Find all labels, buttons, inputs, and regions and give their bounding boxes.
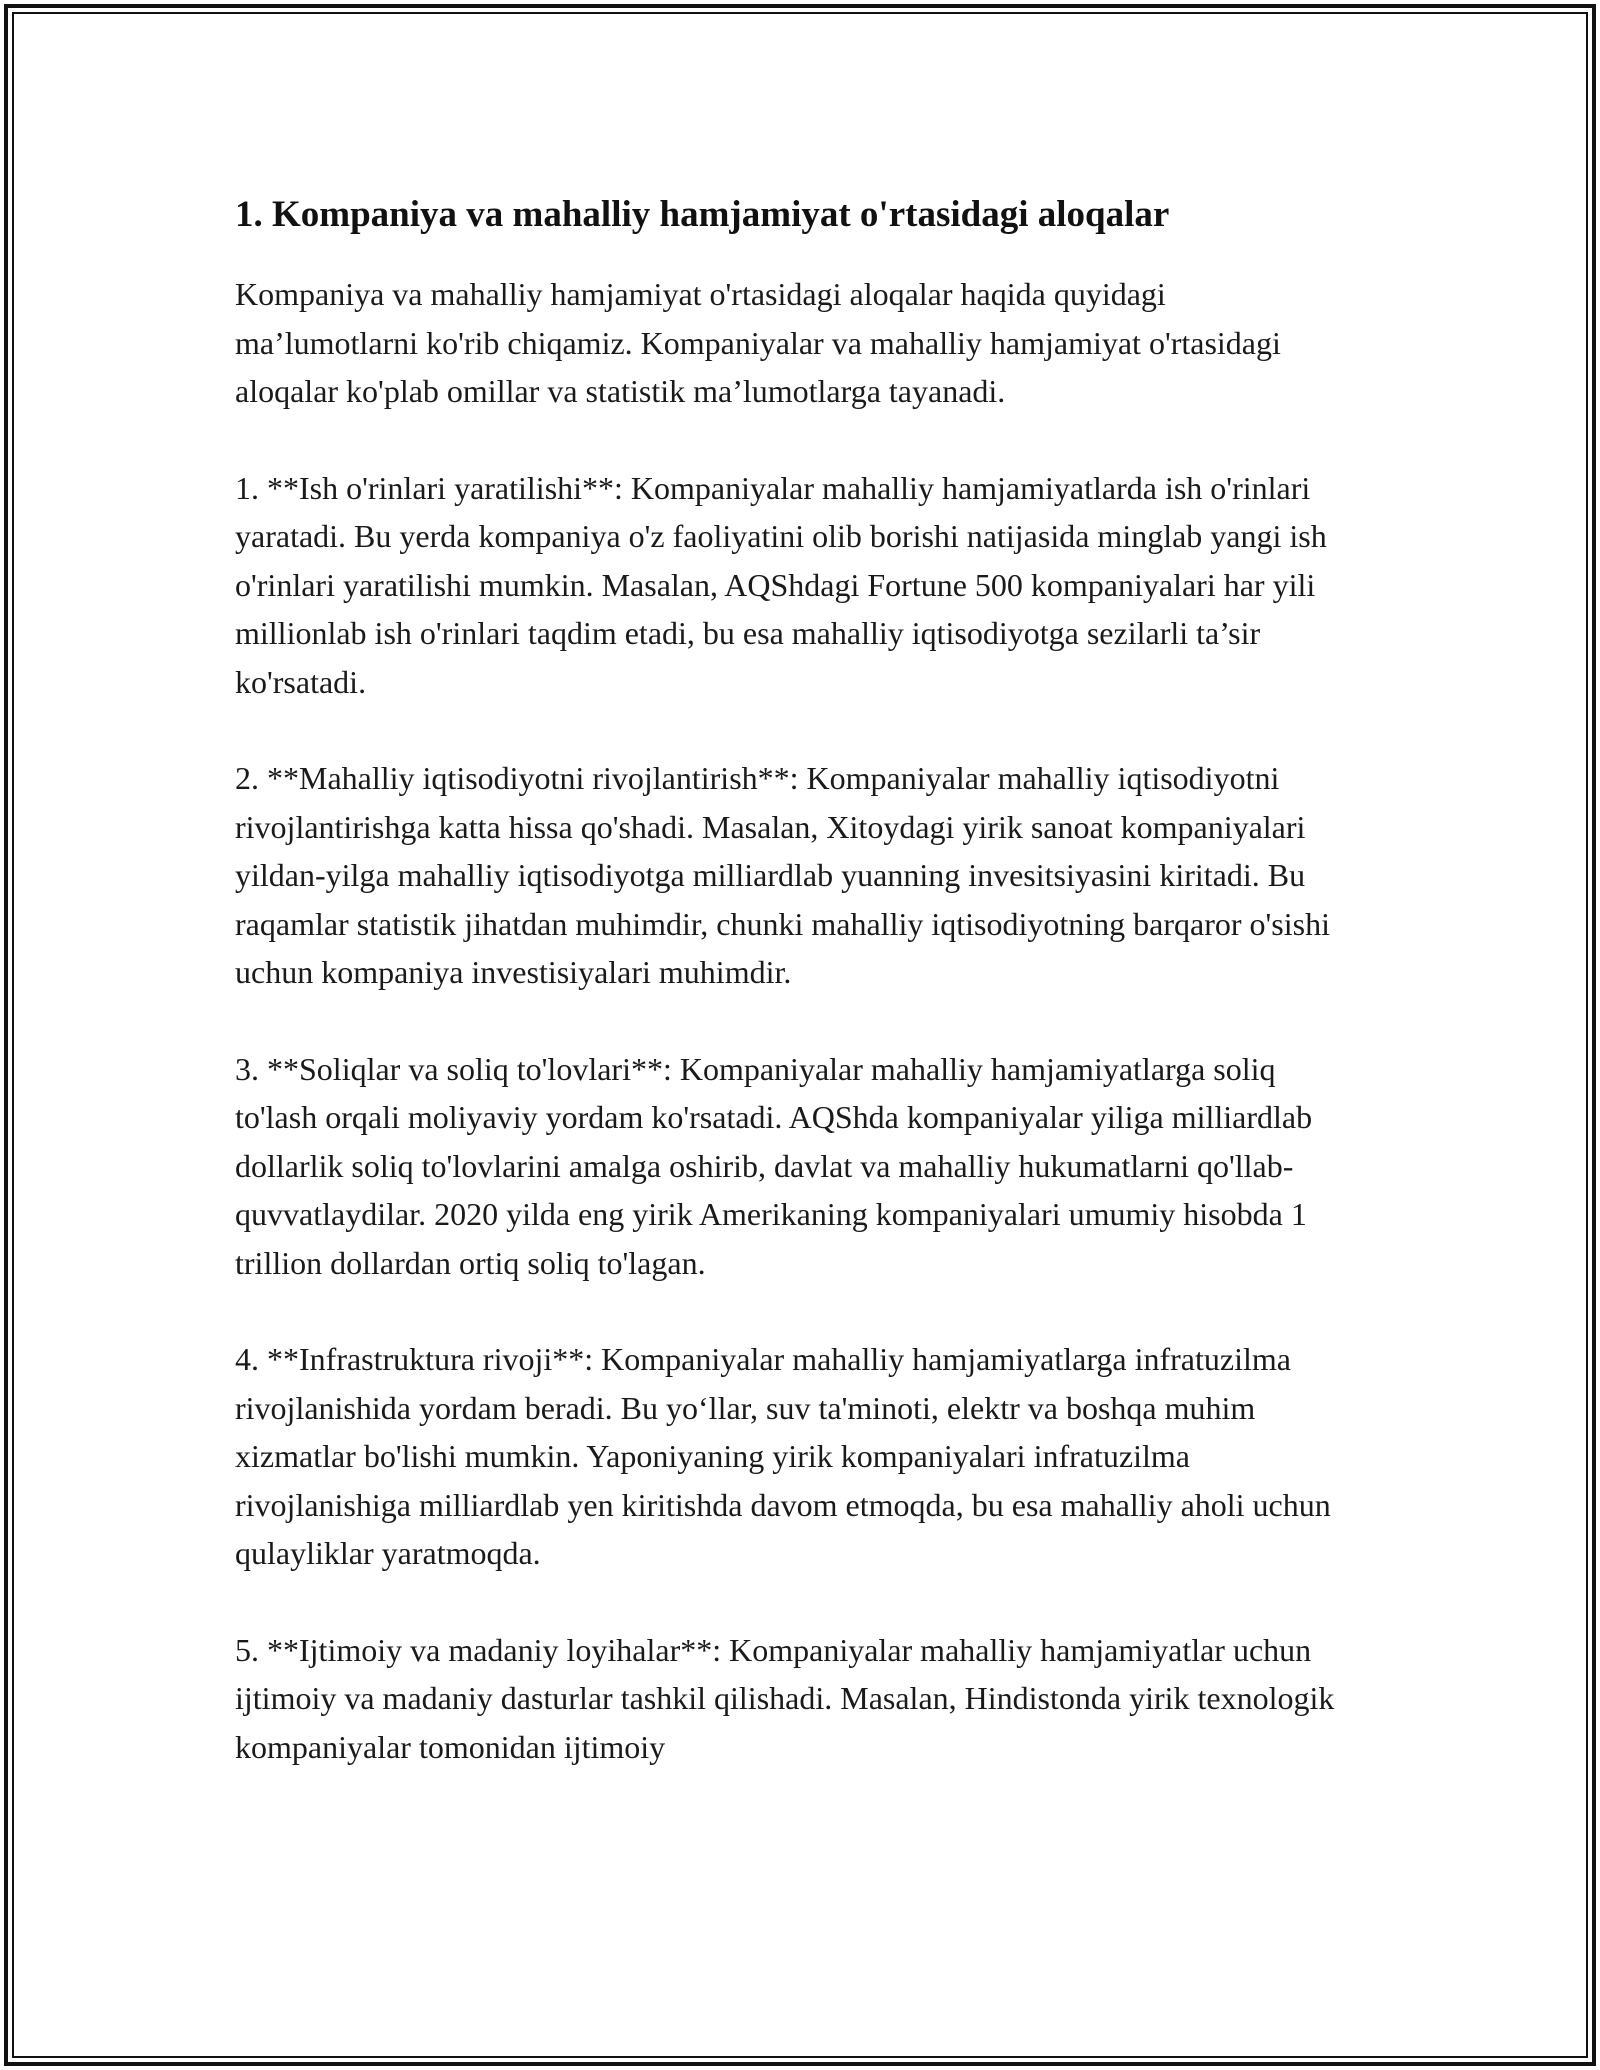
paragraph-infrastructure: 4. **Infrastruktura rivoji**: Kompaniyalar mahalliy hamjamiyatlarga infratuzilma rivojlanishida yordam beradi. Bu yo‘llar, suv ta'minoti, elektr va boshqa muhim xizmatlar bo'lishi mumkin. Yaponiyaning yirik kompaniyalari infratuzilma rivojlanishiga milliardlab yen kiritishda davom etmoqda, bu esa mahalliy aholi uchun qulayliklar yaratmoqda. <box>235 1341 1331 1571</box>
paragraph-taxes: 3. **Soliqlar va soliq to'lovlari**: Kompaniyalar mahalliy hamjamiyatlarga soliq to'lash orqali moliyaviy yordam ko'rsatadi. AQShda kompaniyalar yiliga milliardlab dollarlik soliq to'lovlarini amalga oshirib, davlat va mahalliy hukumatlarni qo'llab-quvvatlaydilar. 2020 yilda eng yirik Amerikaning kompaniyalari umumiy hisobda 1 trillion dollardan ortiq soliq to'lagan. <box>235 1050 1313 1281</box>
intro-paragraph: Kompaniya va mahalliy hamjamiyat o'rtasidagi aloqalar haqida quyidagi ma’lumotlarni ko'rib chiqamiz. Kompaniyalar va mahalliy hamjamiyat o'rtasidagi aloqalar ko'plab omillar va statistik ma’lumotlarga tayanadi. <box>235 276 1281 409</box>
paragraph-jobs: 1. **Ish o'rinlari yaratilishi**: Kompaniyalar mahalliy hamjamiyatlarda ish o'rinlari yaratadi. Bu yerda kompaniya o'z faoliyatini olib borishi natijasida minglab yangi ish o'rinlari yaratilishi mumkin. Masalan, AQShdagi Fortune 500 kompaniyalari har yili millionlab ish o'rinlari taqdim etadi, bu esa mahalliy iqtisodiyotga sezilarli ta’sir ko'rsatadi. <box>235 469 1327 700</box>
document-title: 1. Kompaniya va mahalliy hamjamiyat o'rtasidagi aloqalar <box>235 194 1170 235</box>
document-body <box>235 186 1355 1819</box>
paragraph-economy: 2. **Mahalliy iqtisodiyotni rivojlantirish**: Kompaniyalar mahalliy iqtisodiyotni rivojlantirishga katta hissa qo'shadi. Masalan, Xitoydagi yirik sanoat kompaniyalari yildan-yilga mahalliy iqtisodiyotga milliardlab yuanning invesitsiyasini kiritadi. Bu raqamlar statistik jihatdan muhimdir, chunki mahalliy iqtisodiyotning barqaror o'sishi uchun kompaniya investisiyalari muhimdir. <box>235 760 1330 990</box>
paragraph-social-cultural: 5. **Ijtimoiy va madaniy loyihalar**: Kompaniyalar mahalliy hamjamiyatlar uchun ijtimoiy va madaniy dasturlar tashkil qilishadi. Masalan, Hindistonda yirik texnologik kompaniyalar tomonidan ijtimoiy <box>235 1631 1335 1765</box>
